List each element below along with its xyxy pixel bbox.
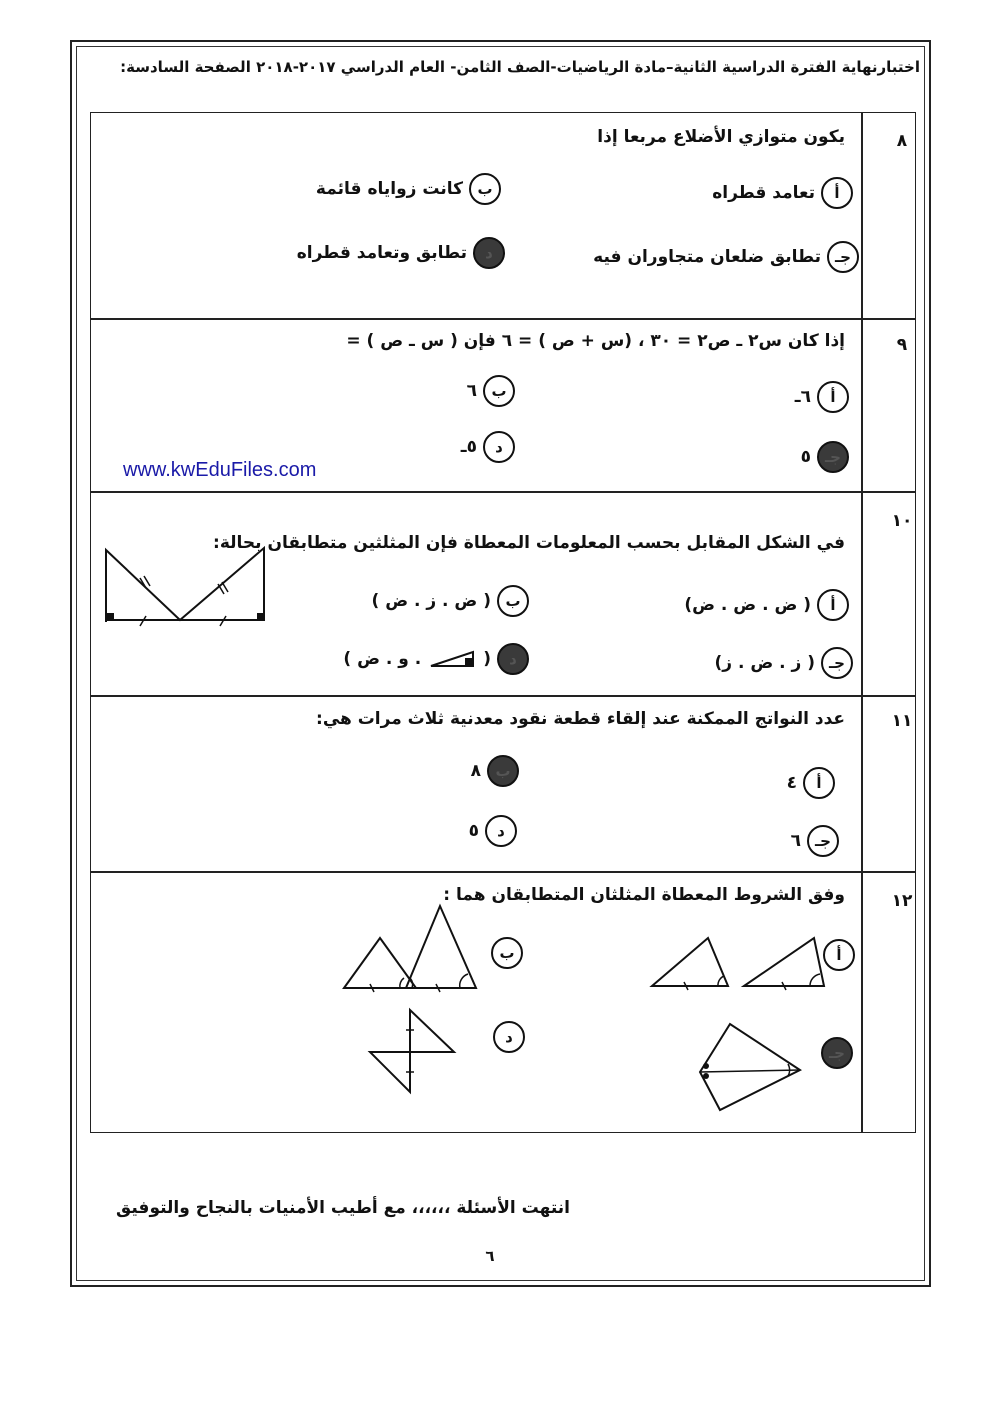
option-letter: ب (497, 585, 529, 617)
option-a[interactable] (684, 589, 849, 621)
question-text: إذا كان س٢ ـ ص٢ = ٣٠ ، (س + ص ) = ٦ فإن ( س ـ ص ) = (346, 331, 845, 351)
option-a[interactable] (795, 381, 849, 413)
option-text: ٥ (800, 447, 811, 467)
option-text: تطابق وتعامد قطراه (296, 243, 467, 263)
question-number: ١٠ (891, 511, 913, 531)
option-d[interactable] (469, 815, 517, 847)
option-letter: جـ (807, 825, 839, 857)
option-letter: أ (823, 939, 855, 971)
question-number: ٨ (896, 131, 908, 151)
option-letter: ب (487, 755, 519, 787)
question-text: يكون متوازي الأضلاع مربعا إذا (597, 127, 845, 147)
website-watermark[interactable]: www.kwEduFiles.com (123, 459, 317, 481)
question-text: وفق الشروط المعطاة المثلثان المتطابقان هما : (443, 885, 845, 905)
option-text: ٥ـ (460, 437, 477, 457)
option-text: ( ض . ض . ض) (684, 595, 811, 615)
option-text: تطابق ضلعان متجاوران فيه (593, 247, 821, 267)
option-text: ( ز . ض . ز) (714, 653, 815, 673)
option-letter: د (473, 237, 505, 269)
option-text: ٤ (786, 773, 797, 793)
row-divider (91, 695, 915, 697)
option-text: ٦ (790, 831, 801, 851)
option-letter: جـ (821, 647, 853, 679)
q10-triangles-figure (100, 540, 270, 625)
option-letter: أ (803, 767, 835, 799)
option-b[interactable] (491, 937, 523, 969)
option-text-close: . و . ض ) (343, 649, 422, 669)
option-c[interactable] (593, 241, 859, 273)
option-text-open: ( (483, 649, 491, 669)
option-b[interactable] (316, 173, 501, 205)
option-text: تعامد قطراه (712, 183, 815, 203)
option-b-selected[interactable] (471, 755, 519, 787)
option-text: ٦ـ (794, 387, 811, 407)
right-triangle-icon (427, 650, 477, 668)
row-divider (91, 318, 915, 320)
question-text: في الشكل المقابل بحسب المعلومات المعطاة فإن المثلثين متطابقان بحالة: (213, 533, 845, 553)
option-letter: ب (469, 173, 501, 205)
row-divider (91, 871, 915, 873)
option-text: ٥ (468, 821, 479, 841)
option-letter: ب (483, 375, 515, 407)
question-number: ١٢ (891, 891, 913, 911)
q12-option-b-figure (340, 902, 480, 992)
option-letter: أ (817, 381, 849, 413)
option-letter: أ (817, 589, 849, 621)
closing-message: انتهت الأسئلة ،،،،،، مع أطيب الأمنيات بالنجاح والتوفيق (116, 1198, 570, 1218)
q12-option-c-figure (696, 1020, 806, 1115)
question-number: ٩ (896, 335, 908, 355)
option-d-selected[interactable] (297, 237, 505, 269)
option-a[interactable] (787, 767, 835, 799)
option-letter: ب (491, 937, 523, 969)
row-divider (91, 491, 915, 493)
number-column-divider (861, 113, 863, 1132)
question-text: عدد النواتج الممكنة عند إلقاء قطعة نقود معدنية ثلاث مرات هي: (316, 709, 845, 729)
option-a[interactable] (712, 177, 853, 209)
option-d[interactable] (461, 431, 515, 463)
option-b[interactable] (372, 585, 530, 617)
option-b[interactable] (467, 375, 515, 407)
option-c[interactable] (791, 825, 839, 857)
option-letter: د (485, 815, 517, 847)
option-c-selected[interactable] (821, 1037, 853, 1069)
option-letter: جـ (821, 1037, 853, 1069)
option-c-selected[interactable] (801, 441, 849, 473)
option-text: ٨ (470, 761, 481, 781)
option-letter: جـ (827, 241, 859, 273)
option-d[interactable] (493, 1021, 525, 1053)
option-text: ( ض . ز . ض ) (371, 591, 491, 611)
option-d-selected[interactable] (343, 643, 529, 675)
option-letter: د (493, 1021, 525, 1053)
option-letter: د (497, 643, 529, 675)
option-letter: د (483, 431, 515, 463)
option-c[interactable] (715, 647, 854, 679)
page-number: ٦ (485, 1247, 495, 1265)
option-text: ٦ (466, 381, 477, 401)
option-letter: جـ (817, 441, 849, 473)
q12-option-d-figure (366, 1006, 462, 1096)
option-text: كانت زواياه قائمة (315, 179, 463, 199)
exam-header: اختبارنهاية الفترة الدراسية الثانية–مادة الرياضيات-الصف الثامن- العام الدراسي ٢٠١٧-٢٠١٨ الصفحة السادسة: (120, 58, 920, 76)
option-letter: أ (821, 177, 853, 209)
question-number: ١١ (891, 711, 913, 731)
q12-option-a-figure (648, 934, 828, 990)
